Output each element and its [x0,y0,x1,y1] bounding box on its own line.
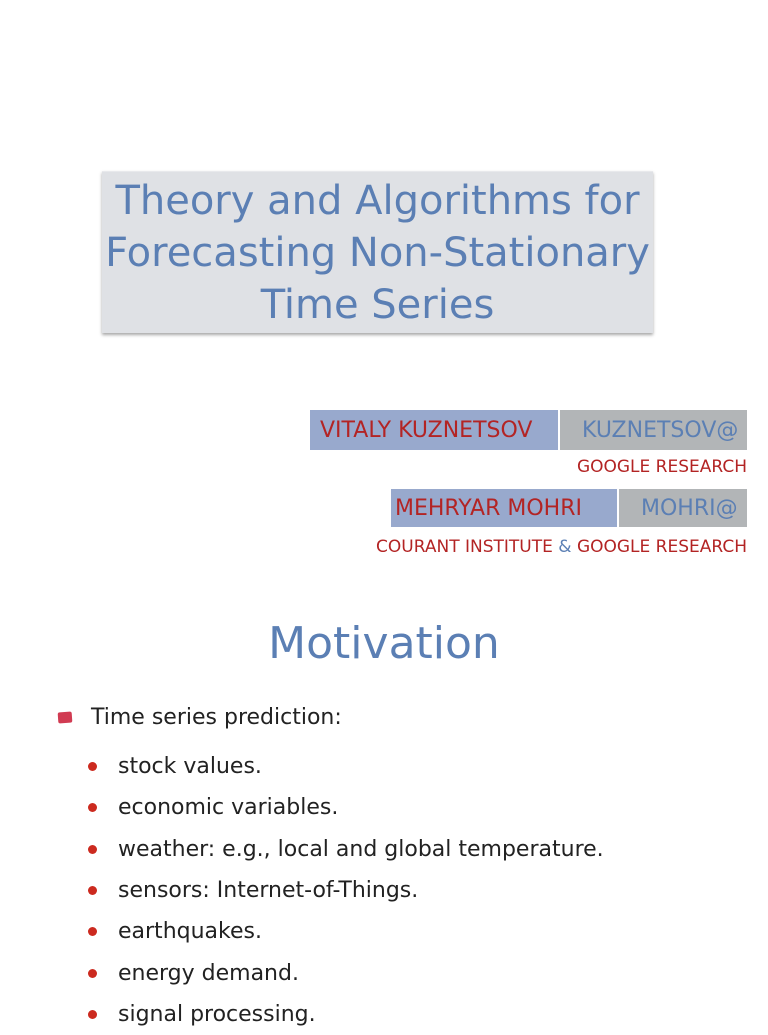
main-bullet-text: Time series prediction: [91,705,342,730]
list-item: stock values. [88,746,604,787]
affiliation-ampersand: & [558,537,572,557]
bullet-dot-icon [88,803,97,812]
bullet-dot-icon [88,762,97,771]
bullet-dot-icon [88,845,97,854]
sub-bullet-list [88,746,604,1035]
main-bullet [58,705,342,730]
list-item: earthquakes. [88,911,604,952]
author-affiliation: GOOGLE RESEARCH [576,457,747,477]
bullet-dot-icon [88,1010,97,1019]
list-item: energy demand. [88,952,604,993]
author-row-2 [391,489,747,527]
list-item: signal processing. [88,994,604,1035]
list-item: weather: e.g., local and global temperature. [88,829,604,870]
author-affiliation [376,537,747,557]
bullet-dot-icon [88,886,97,895]
author-email[interactable]: MOHRI@ [617,489,747,527]
affiliation-part2: GOOGLE RESEARCH [576,537,747,557]
square-bullet-icon [58,712,73,724]
section-title: Motivation [268,618,500,669]
list-item: economic variables. [88,787,604,828]
author-email[interactable]: KUZNETSOV@ [558,410,747,450]
paper-title: Theory and Algorithms for Forecasting Non-Stationary Time Series [105,177,650,328]
bullet-dot-icon [88,969,97,978]
bullet-dot-icon [88,927,97,936]
author-row-1 [310,410,747,450]
list-item: sensors: Internet-of-Things. [88,870,604,911]
author-name: MEHRYAR MOHRI [391,489,617,527]
title-box [102,171,653,333]
author-name: VITALY KUZNETSOV [310,410,558,450]
affiliation-part1: COURANT INSTITUTE [376,537,553,557]
